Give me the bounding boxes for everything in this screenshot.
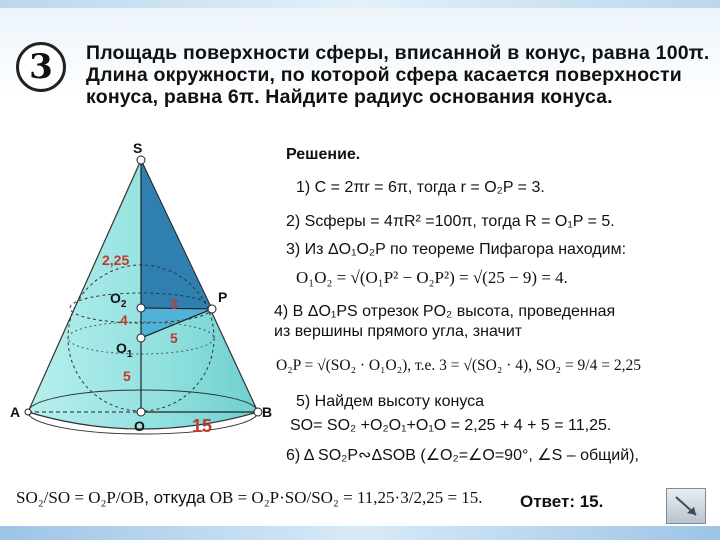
number-4: 4: [120, 312, 128, 328]
formula-similarity: [16, 488, 483, 508]
problem-number: 3: [29, 47, 53, 87]
point-o2: [137, 304, 145, 312]
label-o2: $O_2$: [110, 290, 127, 310]
formula-pythagoras: O₁O₂ = √(O₁P² − O₂P²) = √(25 − 9) = 4.: [296, 268, 568, 287]
slide-nav-button[interactable]: [666, 488, 706, 524]
formula-height-relation: O₂P = √(SO₂ · O₁O₂), т.е. 3 = √(SO₂ · 4), SO₂ = 9/4 = 2,25: [276, 357, 641, 374]
similarity-ratio: SO₂/SO = O₂P/OB: [16, 488, 145, 507]
number-5-lower: 5: [123, 368, 131, 384]
triangle-s-o2-p: [141, 160, 212, 309]
label-o1: $O_1$: [116, 340, 133, 360]
label-a: A: [10, 404, 21, 420]
problem-number-badge: [16, 42, 66, 92]
similarity-connector: , откуда: [144, 488, 206, 507]
step-4-line2: из вершины прямого угла, значит: [274, 323, 523, 340]
cone-diagram: [0, 140, 290, 440]
point-b: [254, 408, 262, 416]
point-o1: [137, 334, 145, 342]
step-1: 1) C = 2πr = 6π, тогда r = O₂P = 3.: [296, 179, 545, 196]
number-3: 3: [170, 296, 178, 312]
step-5-line1: 5) Найдем высоту конуса: [296, 393, 485, 410]
step-6: 6) Δ SO₂P∾ΔSOB (∠O₂=∠O=90°, ∠S – общий),: [286, 447, 639, 464]
answer: Ответ: 15.: [520, 492, 604, 511]
point-p: [208, 305, 216, 313]
diagonal-arrow-icon: [673, 494, 699, 518]
problem-statement: Площадь поверхности сферы, вписанной в конус, равна 100π. Длина окружности, по которой сфера касается поверхности конуса, равна 6π. Найдите радиус основания конуса.: [86, 42, 710, 108]
point-s: [137, 156, 145, 164]
bottom-decor-band: [0, 526, 720, 540]
number-2-25: 2,25: [102, 252, 130, 268]
label-o: O: [134, 418, 145, 434]
step-5-line2: SO= SO₂ +O₂O₁+O₁O = 2,25 + 4 + 5 = 11,25.: [290, 417, 612, 434]
point-a: [25, 409, 31, 415]
step-3: 3) Из ΔO₁O₂P по теореме Пифагора находим:: [286, 241, 627, 258]
number-5-radius: 5: [170, 330, 178, 346]
solution-title: Решение.: [286, 146, 361, 163]
label-b: B: [262, 404, 273, 420]
ob-result: OB = O₂P·SO/SO₂ = 11,25·3/2,25 = 15.: [209, 488, 483, 507]
point-o: [137, 408, 145, 416]
number-15: 15: [192, 416, 213, 436]
top-decor-band: [0, 0, 720, 8]
step-4-line1: 4) В ΔO₁PS отрезок PO₂ высота, проведенная: [274, 303, 616, 320]
label-s: S: [133, 140, 143, 156]
step-2: 2) Sсферы = 4πR² =100π, тогда R = O₁P = 5.: [286, 213, 615, 230]
label-p: P: [218, 289, 228, 305]
